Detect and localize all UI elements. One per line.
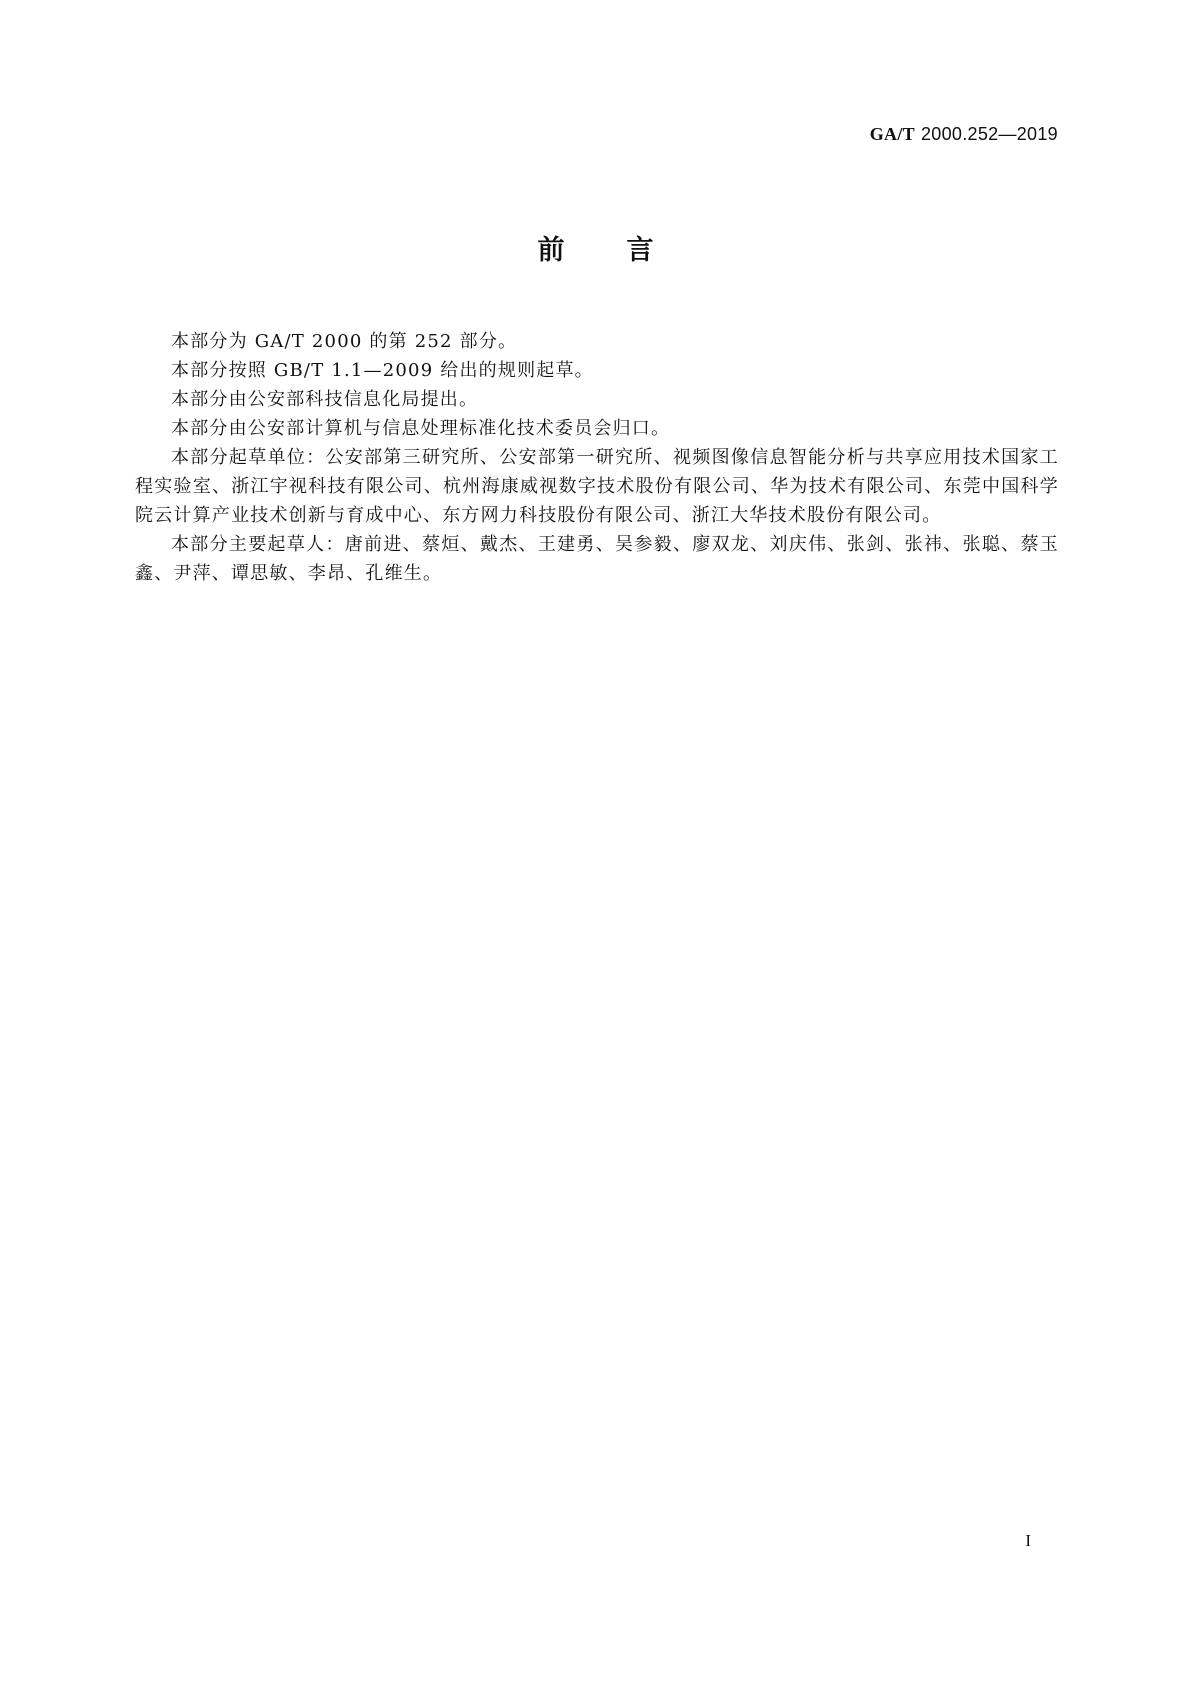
paragraph-drafters: 本部分主要起草人：唐前进、蔡烜、戴杰、王建勇、吴参毅、廖双龙、刘庆伟、张剑、张祎、张聪、蔡玉鑫、尹萍、谭思敏、李昂、孔维生。	[135, 534, 1059, 584]
page-title-right: 言	[626, 235, 654, 266]
paragraph-committee: 本部分由公安部计算机与信息处理标准化技术委员会归口。	[171, 418, 671, 439]
foreword-body	[135, 327, 1059, 588]
page-title-left: 前	[537, 235, 565, 266]
paragraph-drafting-rules: 本部分按照 GB/T 1.1—2009 给出的规则起草。	[171, 360, 594, 381]
paragraph-drafting-units: 本部分起草单位：公安部第三研究所、公安部第一研究所、视频图像信息智能分析与共享应用技术国家工程实验室、浙江宇视科技有限公司、杭州海康威视数字技术股份有限公司、华为技术有限公司、东莞中国科学院云计算产业技术创新与育成中心、东方网力科技股份有限公司、浙江大华技术股份有限公司。	[135, 447, 1059, 526]
standard-code-number: 2000.252—2019	[920, 124, 1058, 144]
page-number: I	[1025, 1531, 1031, 1550]
paragraph-proposer: 本部分由公安部科技信息化局提出。	[171, 389, 479, 410]
standard-code-prefix: GA/T	[869, 124, 915, 144]
paragraph-part-number: 本部分为 GA/T 2000 的第 252 部分。	[171, 331, 518, 352]
standard-code	[870, 124, 1058, 145]
page-title	[0, 228, 1191, 267]
